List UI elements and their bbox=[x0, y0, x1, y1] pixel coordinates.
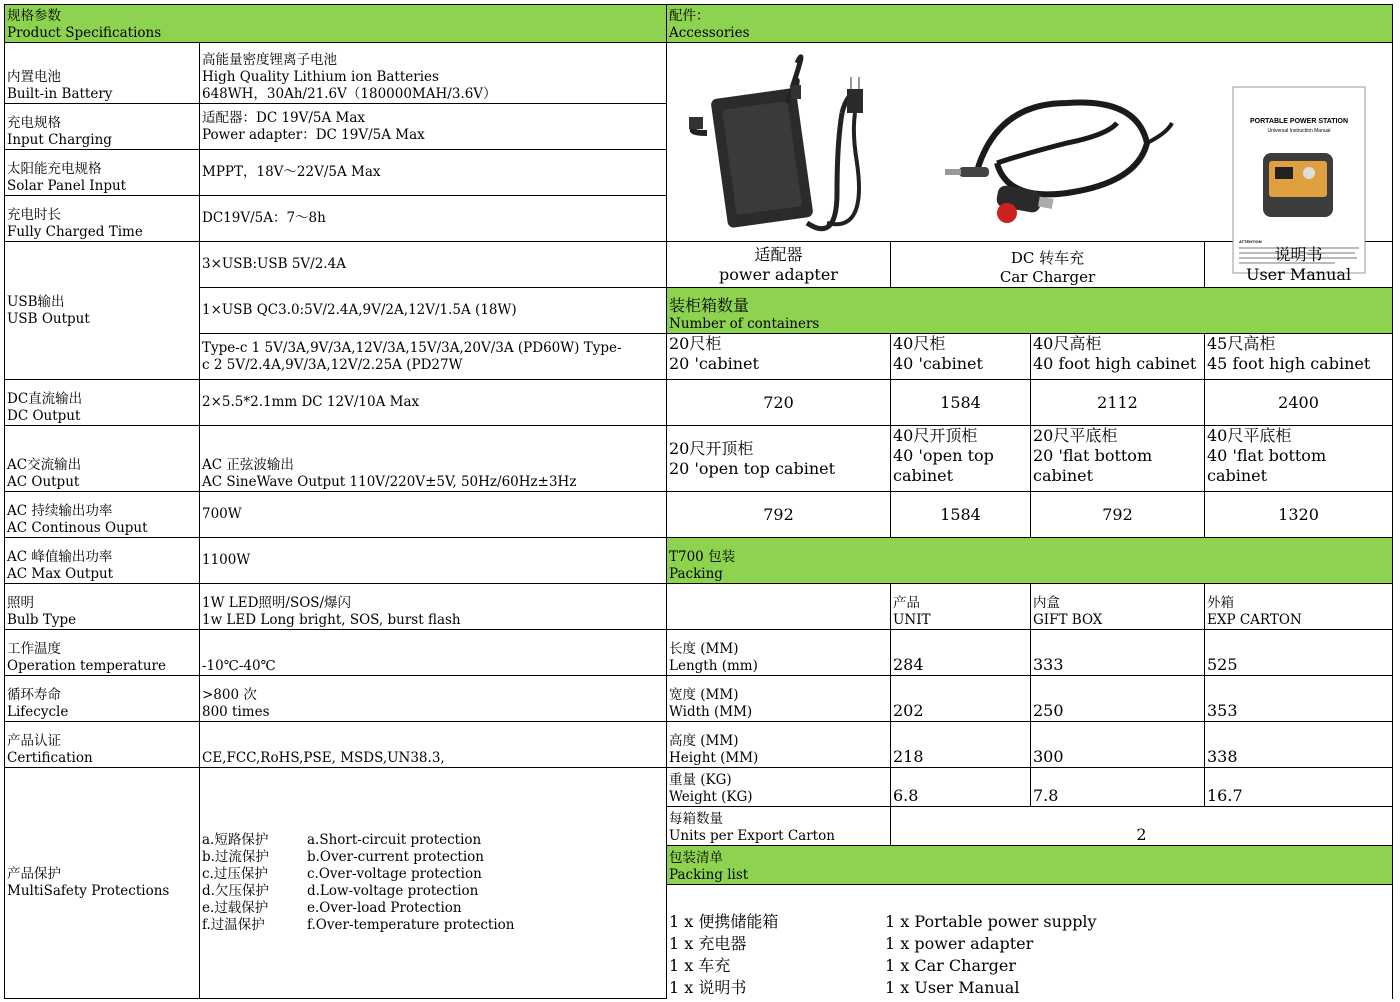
packing-value: 6.8 bbox=[891, 768, 1031, 807]
packing-list-item: 1 x 说明书 1 x User Manual bbox=[669, 977, 1020, 997]
packing-list-item: 1 x 车充 1 x Car Charger bbox=[669, 955, 1016, 975]
spec-label: 太阳能充电规格 Solar Panel Input bbox=[5, 150, 200, 196]
container-head: 20尺开顶柜 20 'open top cabinet bbox=[667, 426, 891, 492]
containers-row1-heads bbox=[667, 334, 1393, 380]
packing-row-width bbox=[667, 676, 1393, 722]
packing-row-label: 高度 (MM) Height (MM) bbox=[667, 722, 891, 768]
specifications-title-cn: 规格参数 bbox=[7, 8, 61, 24]
spec-value: MPPT，18V～22V/5A Max bbox=[200, 150, 667, 196]
spec-value: Type-c 1 5V/3A,9V/3A,12V/3A,15V/3A,20V/3A (PD60W) Type- c 2 5V/2.4A,9V/3A,12V/2.25A (PD27W bbox=[200, 334, 667, 380]
spec-value: 1100W bbox=[200, 538, 667, 584]
container-head: 40尺柜 40 'cabinet bbox=[891, 334, 1031, 380]
specifications-table bbox=[4, 4, 667, 999]
container-head: 20尺平底柜 20 'flat bottom cabinet bbox=[1031, 426, 1205, 492]
packing-value: 250 bbox=[1031, 676, 1205, 722]
container-value: 1584 bbox=[891, 380, 1031, 426]
container-value: 2400 bbox=[1205, 380, 1393, 426]
packing-value: 218 bbox=[891, 722, 1031, 768]
containers-row2-values bbox=[667, 492, 1393, 538]
spec-value: 700W bbox=[200, 492, 667, 538]
accessories-images-row bbox=[667, 43, 1393, 242]
packing-list-header bbox=[667, 846, 1393, 885]
specifications-panel bbox=[4, 4, 666, 999]
spec-row-dc-output bbox=[5, 380, 667, 426]
container-value: 792 bbox=[667, 492, 891, 538]
packing-list bbox=[667, 885, 1393, 999]
accessories-images bbox=[667, 43, 1391, 244]
packing-list-item: 1 x 充电器 1 x power adapter bbox=[669, 933, 1034, 953]
spec-row-usb-output bbox=[5, 242, 667, 288]
spec-label: 产品保护 MultiSafety Protections bbox=[5, 768, 200, 999]
spec-label: AC 峰值输出功率 AC Max Output bbox=[5, 538, 200, 584]
spec-value: CE,FCC,RoHS,PSE, MSDS,UN38.3, bbox=[200, 722, 667, 768]
spec-label: DC直流输出 DC Output bbox=[5, 380, 200, 426]
spec-row-lifecycle bbox=[5, 676, 667, 722]
spec-value: 1×USB QC3.0:5V/2.4A,9V/2A,12V/1.5A (18W) bbox=[200, 288, 667, 334]
spec-row-battery bbox=[5, 43, 667, 104]
power-adapter-image bbox=[689, 57, 863, 229]
container-value: 2112 bbox=[1031, 380, 1205, 426]
accessory-car-charger: DC 转车充 Car Charger bbox=[891, 242, 1205, 288]
containers-row2-heads bbox=[667, 426, 1393, 492]
container-value: 1320 bbox=[1205, 492, 1393, 538]
protection-item: f.过温保护 f.Over-temperature protection bbox=[202, 917, 515, 933]
accessories-title-en: Accessories bbox=[669, 25, 750, 41]
packing-row-label: 长度 (MM) Length (mm) bbox=[667, 630, 891, 676]
container-head: 45尺高柜 45 foot high cabinet bbox=[1205, 334, 1393, 380]
spec-row-bulb-type bbox=[5, 584, 667, 630]
containers-header bbox=[667, 288, 1393, 334]
container-head: 40尺平底柜 40 'flat bottom cabinet bbox=[1205, 426, 1393, 492]
spec-row-input-charging bbox=[5, 104, 667, 150]
container-value: 720 bbox=[667, 380, 891, 426]
packing-col-carton: 外箱 EXP CARTON bbox=[1205, 584, 1393, 630]
spec-value: 高能量密度锂离子电池 High Quality Lithium ion Batteries 648WH，30Ah/21.6V（180000MAH/3.6V） bbox=[200, 43, 667, 104]
containers-title-en: Number of containers bbox=[669, 316, 820, 332]
packing-col-unit: 产品 UNIT bbox=[891, 584, 1031, 630]
accessories-names-row bbox=[667, 242, 1393, 288]
units-per-carton-value: 2 bbox=[891, 807, 1393, 846]
units-per-carton-label: 每箱数量 Units per Export Carton bbox=[667, 807, 891, 846]
spec-row-ac-output bbox=[5, 426, 667, 492]
packing-value: 284 bbox=[891, 630, 1031, 676]
manual-subtitle: Universal Instruction Manual bbox=[1267, 128, 1331, 134]
packing-value: 7.8 bbox=[1031, 768, 1205, 807]
packing-row-label: 重量 (KG) Weight (KG) bbox=[667, 768, 891, 807]
spec-row-certification bbox=[5, 722, 667, 768]
packing-value: 16.7 bbox=[1205, 768, 1393, 807]
spec-value: 2×5.5*2.1mm DC 12V/10A Max bbox=[200, 380, 667, 426]
packing-row-label: 宽度 (MM) Width (MM) bbox=[667, 676, 891, 722]
protections-list bbox=[200, 768, 667, 999]
packing-value: 338 bbox=[1205, 722, 1393, 768]
packing-row-length bbox=[667, 630, 1393, 676]
container-value: 1584 bbox=[891, 492, 1031, 538]
spec-label: 工作温度 Operation temperature bbox=[5, 630, 200, 676]
protection-item: b.过流保护 b.Over-current protection bbox=[202, 849, 484, 865]
packing-value: 525 bbox=[1205, 630, 1393, 676]
spec-row-protections bbox=[5, 768, 667, 999]
packing-value: 353 bbox=[1205, 676, 1393, 722]
spec-value: DC19V/5A：7～8h bbox=[200, 196, 667, 242]
packing-title-en: Packing bbox=[669, 566, 723, 582]
protection-item: c.过压保护 c.Over-voltage protection bbox=[202, 866, 482, 882]
specifications-header bbox=[5, 5, 667, 43]
units-per-carton-row bbox=[667, 807, 1393, 846]
spec-value: 适配器：DC 19V/5A Max Power adapter：DC 19V/5A Max bbox=[200, 104, 667, 150]
packing-value: 333 bbox=[1031, 630, 1205, 676]
accessories-header bbox=[667, 5, 1393, 43]
accessory-user-manual: 说明书 User Manual bbox=[1205, 242, 1393, 288]
packing-value: 202 bbox=[891, 676, 1031, 722]
spec-value: 3×USB:USB 5V/2.4A bbox=[200, 242, 667, 288]
spec-label: 循环寿命 Lifecycle bbox=[5, 676, 200, 722]
spec-value: -10℃-40℃ bbox=[200, 630, 667, 676]
spec-label: 充电规格 Input Charging bbox=[5, 104, 200, 150]
spec-value: 1W LED照明/SOS/爆闪 1w LED Long bright, SOS, burst flash bbox=[200, 584, 667, 630]
container-head: 40尺开顶柜 40 'open top cabinet bbox=[891, 426, 1031, 492]
spec-label: AC 持续输出功率 AC Continous Ouput bbox=[5, 492, 200, 538]
packing-columns bbox=[667, 584, 1393, 630]
packing-row-weight bbox=[667, 768, 1393, 807]
container-head: 40尺高柜 40 foot high cabinet bbox=[1031, 334, 1205, 380]
packing-header bbox=[667, 538, 1393, 584]
containers-row1-values bbox=[667, 380, 1393, 426]
spec-value: AC 正弦波输出 AC SineWave Output 110V/220V±5V, 50Hz/60Hz±3Hz bbox=[200, 426, 667, 492]
container-head: 20尺柜 20 'cabinet bbox=[667, 334, 891, 380]
manual-attention: ATTENTION bbox=[1239, 239, 1262, 244]
spec-row-ac-continuous bbox=[5, 492, 667, 538]
protection-item: d.欠压保护 d.Low-voltage protection bbox=[202, 883, 479, 899]
spec-label: 充电时长 Fully Charged Time bbox=[5, 196, 200, 242]
spec-label: 照明 Bulb Type bbox=[5, 584, 200, 630]
car-charger-image bbox=[945, 103, 1172, 224]
spec-row-charged-time bbox=[5, 196, 667, 242]
packing-title-cn: T700 包装 bbox=[669, 549, 736, 565]
packing-value: 300 bbox=[1031, 722, 1205, 768]
packing-list-item: 1 x 便携储能箱 1 x Portable power supply bbox=[669, 911, 1097, 931]
spec-row-ac-max bbox=[5, 538, 667, 584]
spec-label: 内置电池 Built-in Battery bbox=[5, 43, 200, 104]
accessories-table bbox=[666, 4, 1393, 999]
specifications-title-en: Product Specifications bbox=[7, 25, 162, 41]
packing-col-gift-box: 内盒 GIFT BOX bbox=[1031, 584, 1205, 630]
spec-label: USB输出 USB Output bbox=[5, 242, 200, 380]
container-value: 792 bbox=[1031, 492, 1205, 538]
spec-value: >800 次 800 times bbox=[200, 676, 667, 722]
packing-list-title-en: Packing list bbox=[669, 867, 749, 883]
containers-title-cn: 装柜箱数量 bbox=[669, 296, 750, 315]
packing-row-height bbox=[667, 722, 1393, 768]
spec-label: 产品认证 Certification bbox=[5, 722, 200, 768]
protection-item: e.过载保护 e.Over-load Protection bbox=[202, 900, 462, 916]
accessories-title-cn: 配件： bbox=[669, 8, 710, 24]
spec-row-temperature bbox=[5, 630, 667, 676]
packing-list-title-cn: 包装清单 bbox=[669, 850, 723, 866]
spec-label: AC交流输出 AC Output bbox=[5, 426, 200, 492]
manual-title: PORTABLE POWER STATION bbox=[1250, 118, 1348, 125]
spec-row-solar-input bbox=[5, 150, 667, 196]
protection-item: a.短路保护 a.Short-circuit protection bbox=[202, 832, 482, 848]
accessory-power-adapter: 适配器 power adapter bbox=[667, 242, 891, 288]
accessories-panel bbox=[666, 4, 1392, 999]
